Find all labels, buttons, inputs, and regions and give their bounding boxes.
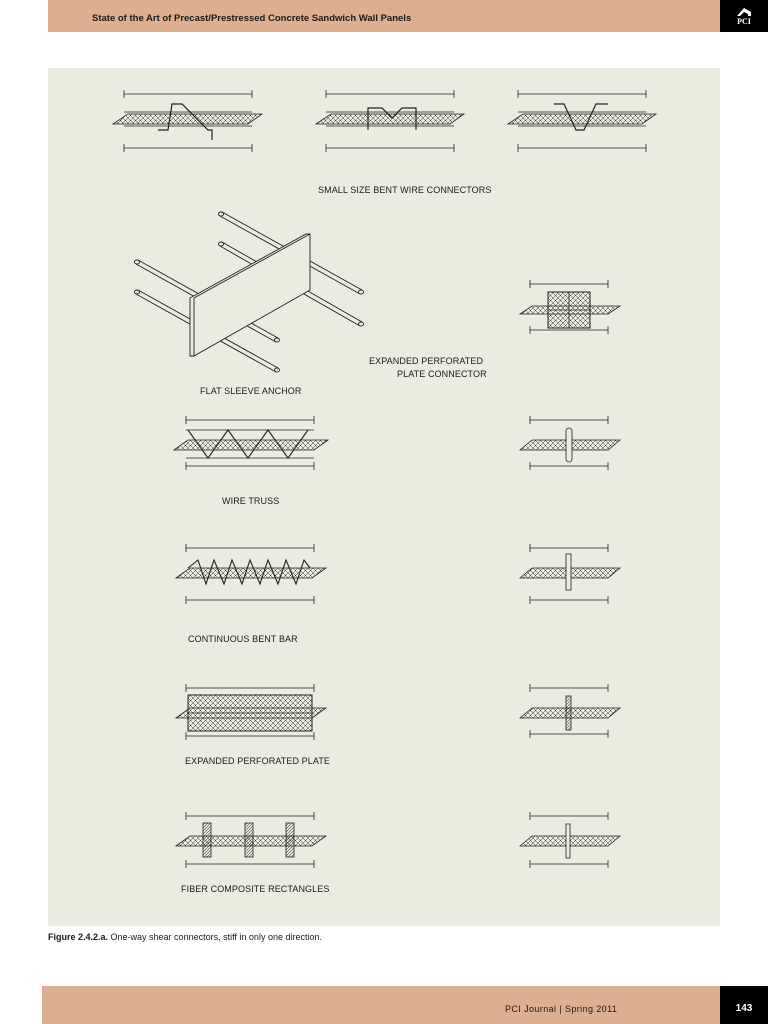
logo-text: PCI [737, 17, 751, 26]
pci-logo [720, 0, 768, 32]
label-expanded-plate: EXPANDED PERFORATED PLATE [185, 756, 331, 766]
label-small-bent-wire: SMALL SIZE BENT WIRE CONNECTORS [318, 185, 492, 195]
footer-bar [42, 986, 720, 1024]
expanded-plate-connector-drawing [520, 280, 620, 334]
caption-number: Figure 2.4.2.a. [48, 932, 109, 942]
label-flat-sleeve: FLAT SLEEVE ANCHOR [200, 386, 302, 396]
expanded-plate-section [520, 684, 620, 738]
wire-truss-section [520, 416, 620, 470]
label-fiber-composite: FIBER COMPOSITE RECTANGLES [181, 884, 330, 894]
bent-wire-connector-3 [508, 90, 656, 152]
running-head-title: State of the Art of Precast/Prestressed Concrete Sandwich Wall Panels [92, 13, 412, 24]
footer-journal: PCI Journal | Spring 2011 [505, 1004, 618, 1014]
label-expanded-connector-line1: EXPANDED PERFORATED [369, 356, 484, 366]
label-continuous-bent-bar: CONTINUOUS BENT BAR [188, 634, 298, 644]
bent-wire-connector-1 [113, 90, 262, 152]
connector-figure [48, 68, 720, 926]
continuous-bent-bar-drawing [176, 544, 326, 604]
bent-wire-connector-2 [316, 90, 464, 152]
fiber-composite-drawing [176, 812, 326, 868]
label-wire-truss: WIRE TRUSS [222, 496, 280, 506]
flat-sleeve-anchor-drawing [135, 212, 364, 372]
page-number-box [720, 986, 768, 1024]
wire-truss-drawing [174, 416, 328, 470]
pci-roof-icon [736, 6, 752, 17]
fiber-composite-section [520, 812, 620, 868]
figure-caption [48, 932, 322, 942]
continuous-bent-bar-section [520, 544, 620, 604]
caption-text: One-way shear connectors, stiff in only one direction. [108, 932, 322, 942]
page-number: 143 [735, 1003, 753, 1014]
label-expanded-connector-line2: PLATE CONNECTOR [397, 369, 487, 379]
figure-panel [48, 68, 720, 926]
expanded-plate-drawing [176, 684, 326, 740]
